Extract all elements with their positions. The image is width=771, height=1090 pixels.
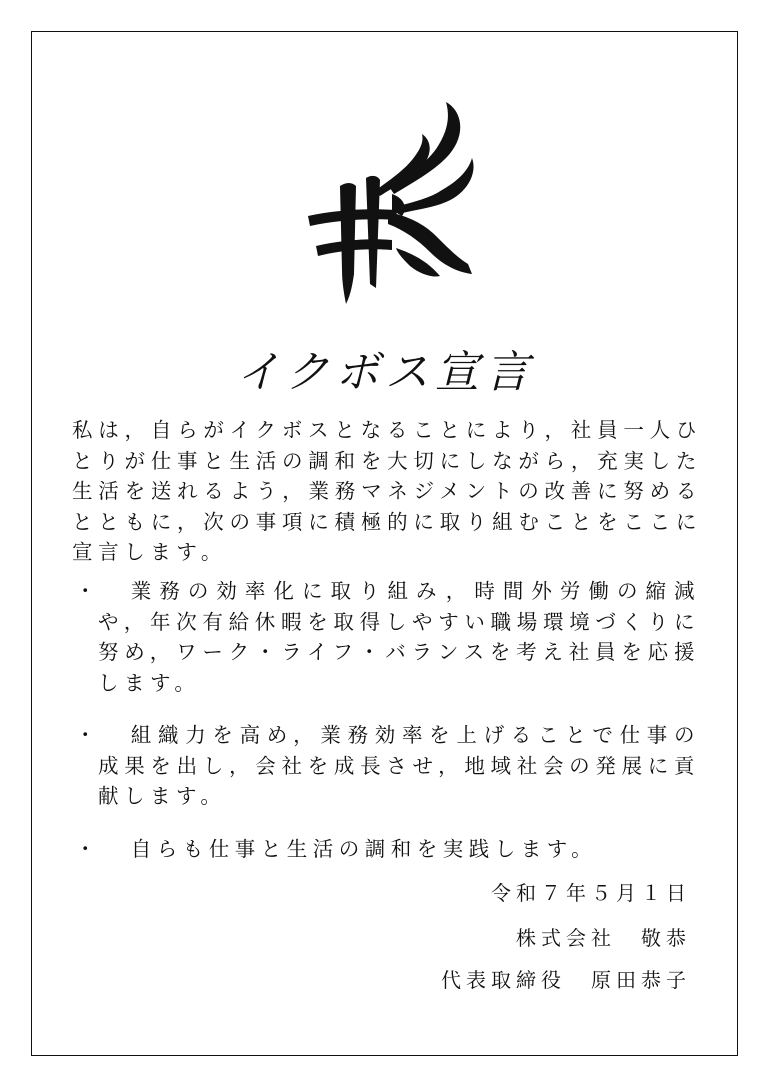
list-item <box>75 720 700 812</box>
declaration-date: 令和７年５月１日 <box>491 881 691 905</box>
list-item <box>75 834 700 865</box>
calligraphic-seal-icon <box>296 98 480 306</box>
representative-name: 代表取締役 原田恭子 <box>441 968 691 992</box>
pledge-text: 組織力を高め，業務効率を上げることで仕事の成果を出し，会社を成長させ，地域社会の発展に貢献します。 <box>98 723 700 808</box>
bullet-mark: ・ <box>75 836 101 861</box>
bullet-mark: ・ <box>75 579 101 603</box>
company-name: 株式会社 敬恭 <box>516 926 691 950</box>
page-title: イクボス宣言 <box>235 347 536 398</box>
pledge-text: 業務の効率化に取り組み，時間外労働の縮減や，年次有給休暇を取得しやすい職場環境づくりに努め，ワーク・ライフ・バランスを考え社員を応援します。 <box>98 579 700 695</box>
bullet-mark: ・ <box>75 723 101 747</box>
pledge-text: 自らも仕事と生活の調和を実践します。 <box>130 836 598 861</box>
declaration-intro: 私は，自らがイクボスとなることにより，社員一人ひとりが仕事と生活の調和を大切にしながら，充実した生活を送れるよう，業務マネジメントの改善に努めるとともに，次の事項に積極的に取り組むことをここに宣言します。 <box>72 418 702 564</box>
list-item <box>75 576 700 698</box>
pledge-list <box>75 576 700 886</box>
